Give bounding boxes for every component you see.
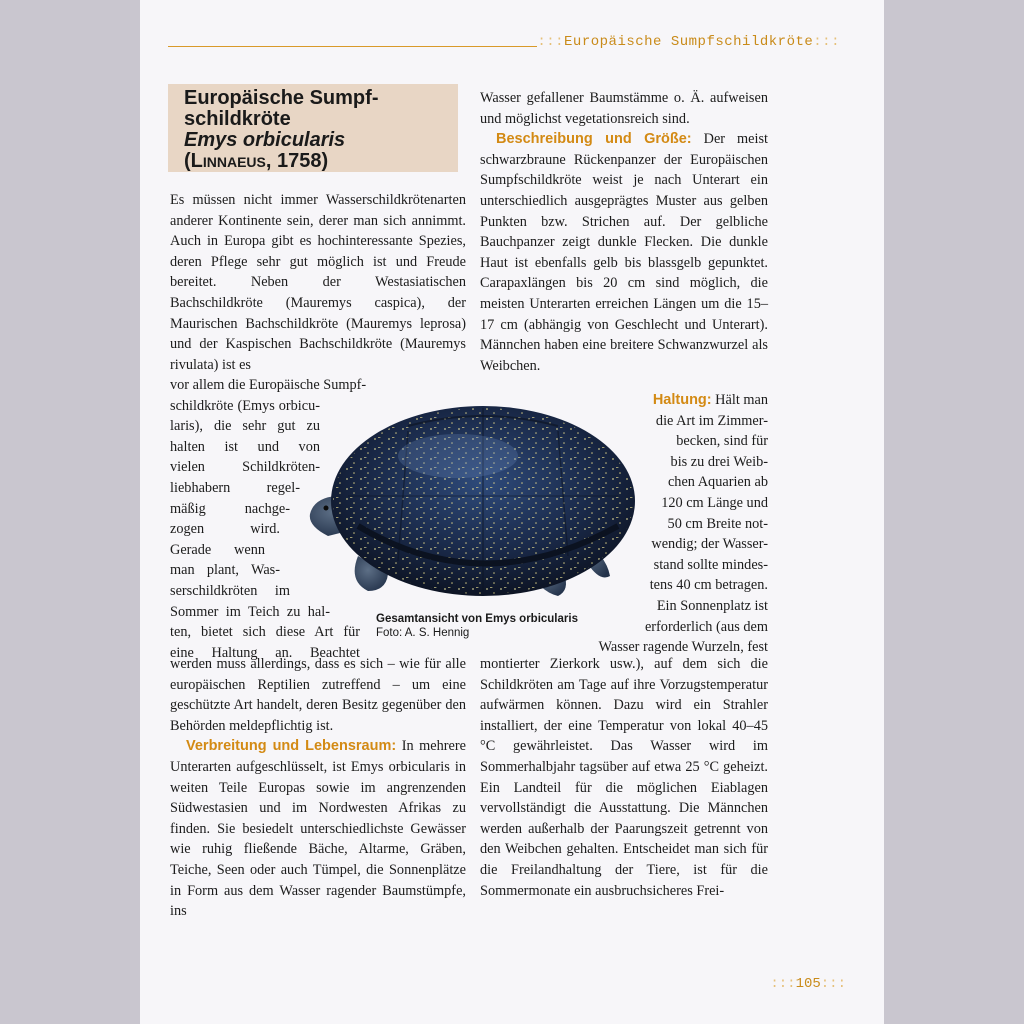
page-number — [770, 976, 846, 992]
right-wrap-line: tens 40 cm betragen. — [649, 577, 768, 594]
right-wrap-line: stand sollte mindes- — [653, 556, 768, 573]
left-wrap-line: liebhabern regel- — [170, 479, 300, 496]
title-line-2: schildkröte — [184, 108, 291, 130]
left-wrap-line: mäßig nachge- — [170, 500, 290, 517]
book-page — [140, 0, 884, 1024]
left-wrap-line: vielen Schildkröten- — [170, 459, 320, 476]
caption-title: Gesamtansicht von Emys orbicularis — [376, 613, 578, 625]
right-wrap-line: wendig; der Wasser- — [651, 536, 768, 553]
header-rule — [168, 46, 537, 47]
running-head-text: Europäische Sumpfschildkröte — [564, 34, 814, 50]
left-paragraph-end: werden muss allerdings, dass es sich – wie für alle europäischen Reptilien zutreffend – um eine geschützte Art handelt, deren Besitz gegenüber den Behörden meldepflichtig ist. — [170, 656, 466, 734]
running-head-dots-right: ::: — [813, 34, 840, 50]
photo-caption — [376, 612, 586, 640]
caption-credit: Foto: A. S. Hennig — [376, 627, 470, 639]
left-wrap-line: Gerade wenn — [170, 541, 265, 558]
right-paragraph-top: Wasser gefallener Baumstämme o. Ä. aufweisen und möglichst vegetationsreich sind. — [480, 90, 768, 127]
left-wrap-line: schildkröte (Emys orbicu- — [170, 397, 320, 414]
left-wrap-line: man plant, Was- — [170, 562, 280, 579]
folio-dots-left: ::: — [770, 976, 796, 992]
folio-dots-right: ::: — [820, 976, 846, 992]
left-wrap-line: Sommer im Teich zu hal- — [170, 603, 330, 620]
right-wrap-line: 50 cm Breite not- — [667, 515, 768, 532]
left-wrap-line: ten, bietet sich diese Art für — [170, 624, 360, 641]
folio-number: 105 — [795, 976, 821, 992]
right-column-top — [480, 88, 768, 376]
left-wrap-line: vor allem die Europäische Sumpf- — [170, 377, 367, 393]
right-wrap-line: die Art im Zimmer- — [655, 412, 768, 429]
left-wrap-line: halten ist und von — [170, 438, 320, 455]
right-column-bottom — [480, 654, 768, 901]
heading-verbreitung: Verbreitung und Lebensraum: — [186, 738, 397, 755]
left-column-bottom — [170, 654, 466, 922]
left-paragraph-1: Es müssen nicht immer Wasserschildkrötenarten anderer Kontinente sein, derer man sich annimmt. Auch in Europa gibt es hochinteressante Spezies, deren Pflege sehr gut möglich ist und Freude bereitet. Neben der Westasiatischen Bachschildkröte (Mauremys caspica), der Maurischen Bachschildkröte (Mauremys leprosa) und der Kaspischen Bachschildkröte (Mauremys rivulata) ist es — [170, 192, 466, 373]
heading-haltung: Haltung: — [652, 392, 712, 408]
right-wrap-line: Ein Sonnenplatz ist — [656, 597, 768, 614]
right-wrap-line: Wasser ragende Wurzeln, fest — [598, 639, 768, 656]
turtle-photo — [288, 386, 638, 608]
left-wrap-line: laris), die sehr gut zu — [170, 418, 320, 435]
right-paragraph-end: montierter Zierkork usw.), auf dem sich die Schildkröten am Tage auf ihre Vorzugstemperatur aufwärmen können. Dazu wird ein Strahler installiert, der eine Temperatur von lokal 40–45 °C gewährleistet. Das Wasser wird im Sommerhalbjahr tagsüber auf etwa 25 °C geheizt. Ein Landteil für die möglichen Eiablagen vervollständigt die Ausstattung. Die Männchen werden außerhalb der Paarungszeit getrennt von den Weibchen gehalten. Entscheidet man sich für die Freilandhaltung der Tiere, ist für die Sommermonate ein ausbruchsicheres Frei- — [480, 656, 768, 899]
right-paragraph-1: Der meist schwarzbraune Rückenpanzer der Europäischen Sumpfschildkröte weist je nach Unterart ein unterschiedlich ausgeprägtes Muster aus gelben Punkten bzw. Strichen auf. Der gelbliche Bauchpanzer zeigt dunkle Flecken. Die dunkle Haut ist ebenfalls gelb bis blassgelb gepunktet. Carapaxlängen bis 20 cm sind möglich, die meisten Unterarten erreichen Längen um die 15–17 cm (abhängig von Geschlecht und Unterart). Männchen haben eine breitere Schwanzwurzel als Weibchen. — [480, 131, 769, 374]
right-wrap-line: bis zu drei Weib- — [670, 453, 768, 470]
title-box — [168, 84, 458, 172]
turtle-illustration — [288, 386, 638, 608]
title-line-1: Europäische Sumpf- — [184, 87, 379, 109]
heading-beschreibung: Beschreibung und Größe: — [496, 131, 692, 148]
right-wrap-line: chen Aquarien ab — [667, 474, 768, 491]
running-head-dots-left: ::: — [537, 34, 565, 50]
right-wrap-line: Haltung: Hält man — [652, 392, 768, 408]
right-wrap-line: 120 cm Länge und — [661, 494, 768, 511]
left-wrap-line: serschildkröten im — [170, 582, 290, 599]
title-author: (Linnaeus, 1758) — [184, 150, 329, 172]
right-wrap-line: erforderlich (aus dem — [644, 618, 768, 635]
running-head — [168, 34, 840, 50]
left-column-top — [170, 190, 466, 375]
left-wrap-line: eine Haltung an. Beachtet — [170, 644, 360, 661]
title-species: Emys orbicularis — [184, 129, 346, 151]
left-paragraph-2: In mehrere Unterarten aufgeschlüsselt, ist Emys orbicularis in weiten Teile Europas sowie im angrenzenden Südwestasien und im Nordwesten Afrikas zu finden. Sie besiedelt unterschiedlichste Gewässer wie ruhig fließende Bäche, Altarme, Gräben, Teiche, Seen oder auch Tümpel, die Sonnenplätze in Form aus dem Wasser ragender Baumstümpfe, ins — [170, 738, 467, 920]
left-wrap-line: zogen wird. — [170, 521, 280, 538]
right-wrap-line: becken, sind für — [676, 433, 768, 450]
